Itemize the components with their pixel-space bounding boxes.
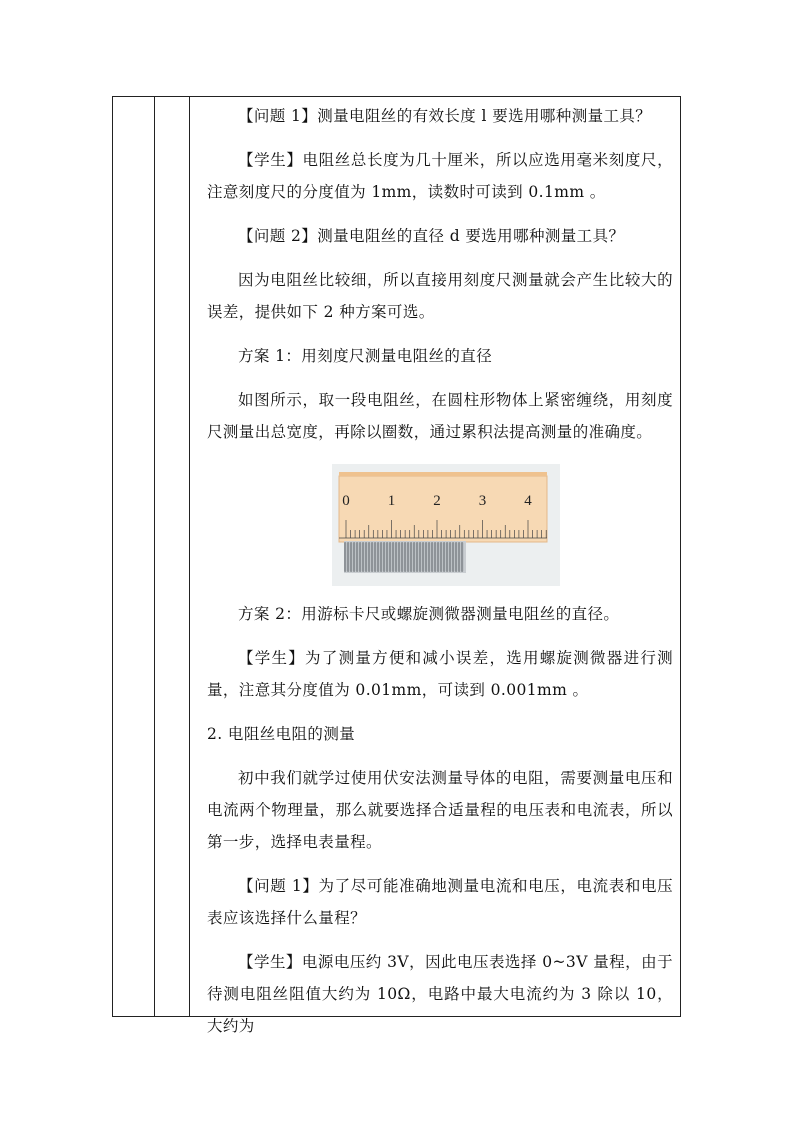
paragraph-student-length: 【学生】电阻丝总长度为几十厘米，所以应选用毫米刻度尺，注意刻度尺的分度值为 1mm，读数时可读到 0.1mm 。 xyxy=(207,151,673,201)
lesson-table xyxy=(112,96,681,1035)
coil-turn xyxy=(404,542,406,572)
ruler-label: 4 xyxy=(524,493,532,509)
wire-coil xyxy=(344,541,466,573)
coil-turn xyxy=(437,542,439,572)
coil-turn xyxy=(344,542,346,572)
coil-turn xyxy=(410,542,412,572)
coil-turn xyxy=(374,542,376,572)
paragraph-plan-2: 方案 2：用游标卡尺或螺旋测微器测量电阻丝的直径。 xyxy=(238,605,620,623)
coil-turn xyxy=(371,542,373,572)
coil-turn xyxy=(353,542,355,572)
coil-turn xyxy=(446,542,448,572)
coil-turn xyxy=(401,542,403,572)
coil-turn xyxy=(380,542,382,572)
coil-turn xyxy=(428,542,430,572)
coil-turn xyxy=(416,542,418,572)
paragraph-plan-1-detail: 如图所示，取一段电阻丝，在圆柱形物体上紧密缠绕，用刻度尺测量出总宽度，再除以圈数，通过累积法提高测量的准确度。 xyxy=(207,391,673,441)
coil-turn xyxy=(443,542,445,572)
paragraph-question-diameter: 【问题 2】测量电阻丝的直径 d 要选用哪种测量工具？ xyxy=(238,227,625,245)
paragraph-question-range: 【问题 1】为了尽可能准确地测量电流和电压，电流表和电压表应该选择什么量程？ xyxy=(207,877,673,927)
ruler-label: 0 xyxy=(342,493,350,509)
coil-turn xyxy=(455,542,457,572)
coil-turn xyxy=(377,542,379,572)
coil-turn xyxy=(365,542,367,572)
ruler-label: 1 xyxy=(387,493,396,509)
coil-turn xyxy=(350,542,352,572)
paragraph-student-range: 【学生】电源电压约 3V，因此电压表选择 0~3V 量程，由于待测电阻丝阻值大约为 10Ω，电路中最大电流约为 3 除以 10，大约为 xyxy=(207,953,673,1035)
coil-turn xyxy=(368,542,370,572)
ruler-figure xyxy=(207,448,673,598)
coil-turn xyxy=(398,542,400,572)
paragraph-student-micrometer: 【学生】为了测量方便和减小误差，选用螺旋测微器进行测量，注意其分度值为 0.01mm，可读到 0.001mm 。 xyxy=(207,649,673,699)
coil-turn xyxy=(461,542,463,572)
coil-turn xyxy=(359,542,361,572)
coil-turn xyxy=(419,542,421,572)
coil-turn xyxy=(347,542,349,572)
coil-turn xyxy=(431,542,433,572)
coil-turn xyxy=(362,542,364,572)
ruler-coil-illustration xyxy=(332,464,560,586)
paragraph-plan-1: 方案 1：用刻度尺测量电阻丝的直径 xyxy=(238,347,493,365)
table-column-divider xyxy=(154,97,155,1016)
coil-turn xyxy=(407,542,409,572)
coil-turn xyxy=(452,542,454,572)
coil-turn xyxy=(389,542,391,572)
coil-turn xyxy=(422,542,424,572)
coil-turn xyxy=(392,542,394,572)
section-heading-resistance: 2. 电阻丝电阻的测量 xyxy=(207,725,356,743)
coil-turn xyxy=(386,542,388,572)
ruler-body xyxy=(339,476,547,542)
coil-turn xyxy=(440,542,442,572)
ruler-label: 3 xyxy=(478,493,487,509)
paragraph-error-explanation: 因为电阻丝比较细，所以直接用刻度尺测量就会产生比较大的误差，提供如下 2 种方案可选。 xyxy=(207,271,673,321)
paragraph-question-length: 【问题 1】测量电阻丝的有效长度 l 要选用哪种测量工具？ xyxy=(238,107,652,125)
coil-turn xyxy=(413,542,415,572)
lesson-content-cell xyxy=(198,97,680,1035)
paragraph-voltammetry-intro: 初中我们就学过使用伏安法测量导体的电阻，需要测量电压和电流两个物理量，那么就要选择合适量程的电压表和电流表，所以第一步，选择电表量程。 xyxy=(207,769,673,851)
coil-turn xyxy=(425,542,427,572)
coil-turn xyxy=(458,542,460,572)
ruler-label: 2 xyxy=(433,493,441,509)
coil-turn xyxy=(434,542,436,572)
coil-turn xyxy=(383,542,385,572)
table-column-divider xyxy=(189,97,190,1016)
coil-turn xyxy=(395,542,397,572)
ruler-top-edge xyxy=(339,472,547,476)
coil-turn xyxy=(449,542,451,572)
coil-turn xyxy=(356,542,358,572)
